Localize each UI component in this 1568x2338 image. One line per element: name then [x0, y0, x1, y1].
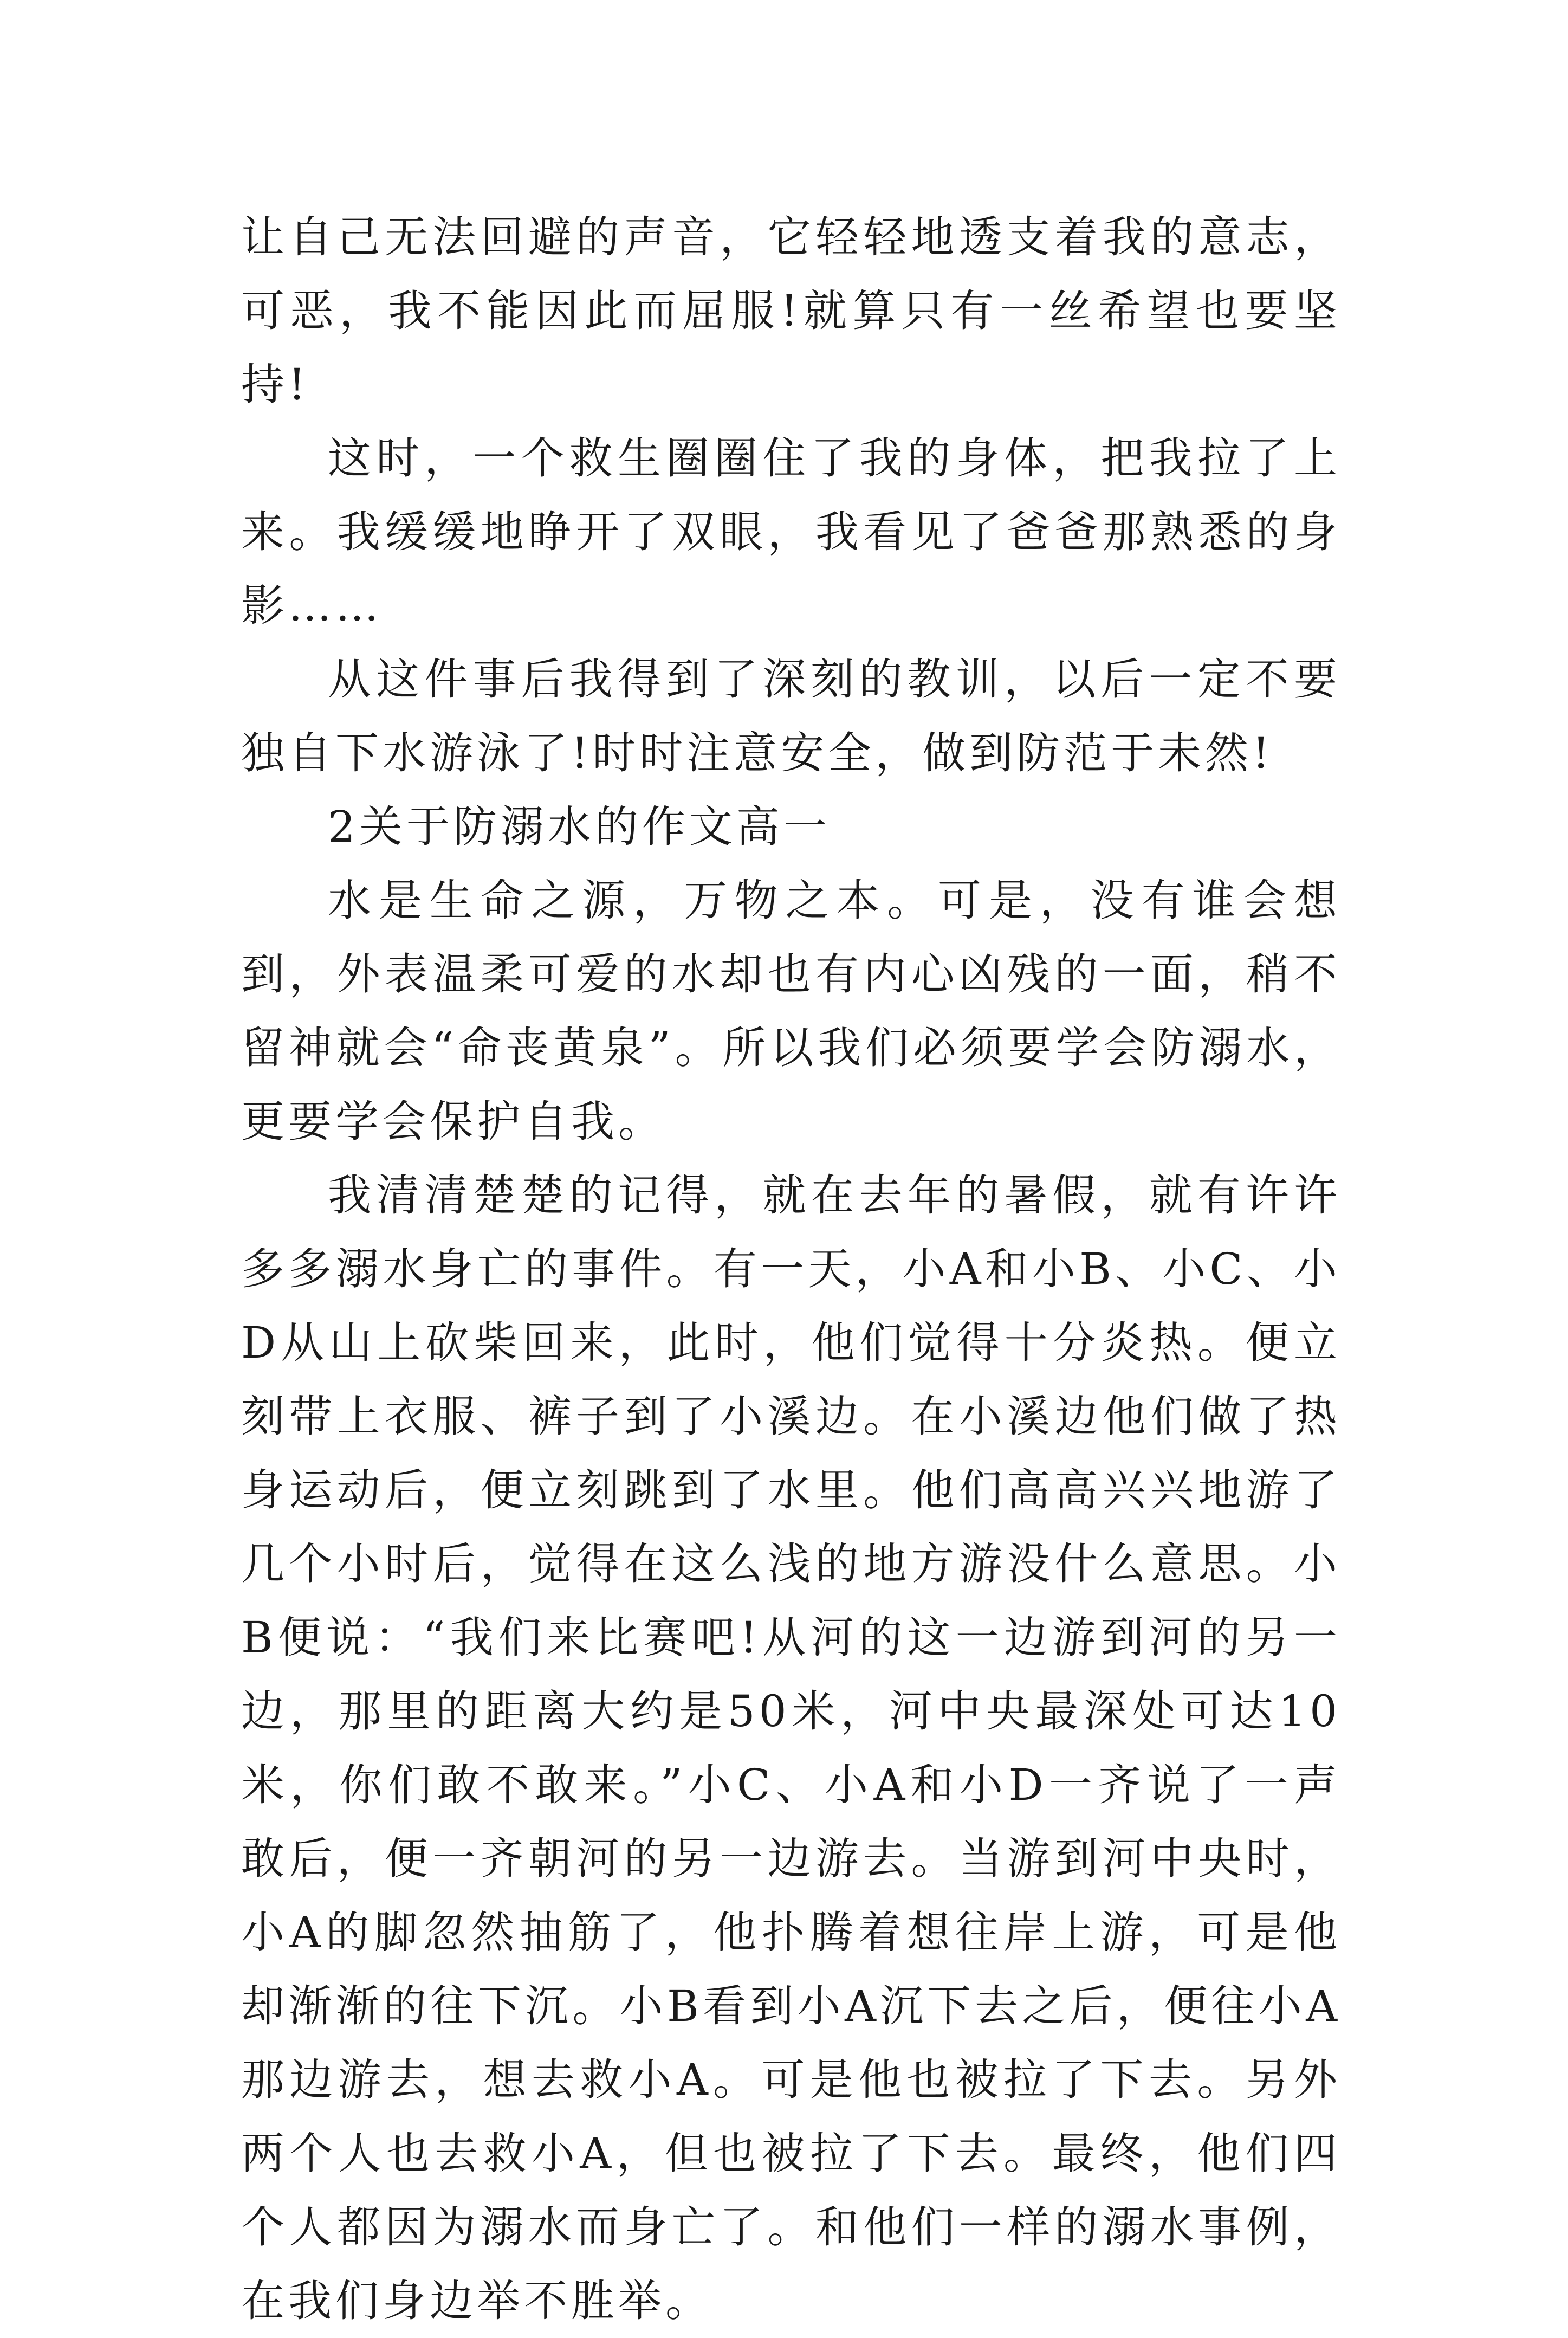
paragraph-3: 从这件事后我得到了深刻的教训，以后一定不要独自下水游泳了!时时注意安全，做到防范于未然! — [241, 654, 1341, 778]
paragraph-2: 这时，一个救生圈圈住了我的身体，把我拉了上来。我缓缓地睁开了双眼，我看见了爸爸那熟悉的身影…… — [241, 433, 1341, 631]
paragraph-1: 让自己无法回避的声音，它轻轻地透支着我的意志，可恶，我不能因此而屈服!就算只有一丝希望也要坚持! — [241, 212, 1341, 410]
document-body — [241, 201, 1341, 2338]
paragraph-5: 我清清楚楚的记得，就在去年的暑假，就有许许多多溺水身亡的事件。有一天，小A和小B、小C、小D从山上砍柴回来，此时，他们觉得十分炎热。便立刻带上衣服、裤子到了小溪边。在小溪边他们做了热身运动后，便立刻跳到了水里。他们高高兴兴地游了几个小时后，觉得在这么浅的地方游没什么意思。小B便说：“我们来比赛吧!从河的这一边游到河的另一边，那里的距离大约是50米，河中央最深处可达10米，你们敢不敢来。”小C、小A和小D一齐说了一声敢后，便一齐朝河的另一边游去。当游到河中央时，小A的脚忽然抽筋了，他扑腾着想往岸上游，可是他却渐渐的往下沉。小B看到小A沉下去之后，便往小A那边游去，想去救小A。可是他也被拉了下去。另外两个人也去救小A，但也被拉了下去。最终，他们四个人都因为溺水而身亡了。和他们一样的溺水事例，在我们身边举不胜举。 — [241, 1170, 1341, 2326]
section-heading: 2关于防溺水的作文高一 — [328, 802, 831, 852]
paragraph-4: 水是生命之源，万物之本。可是，没有谁会想到，外表温柔可爱的水却也有内心凶残的一面，稍不留神就会“命丧黄泉”。所以我们必须要学会防溺水，更要学会保护自我。 — [241, 875, 1341, 1147]
